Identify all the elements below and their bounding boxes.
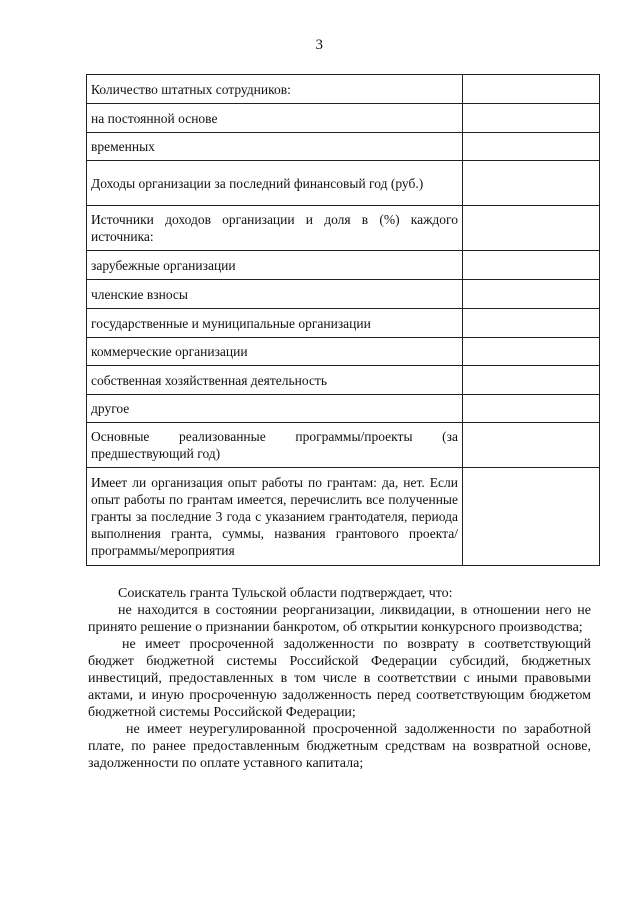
row-value-programs[interactable] xyxy=(463,423,600,468)
table-row xyxy=(87,104,600,133)
table-row xyxy=(87,206,600,251)
table-row xyxy=(87,280,600,309)
row-value-state-orgs[interactable] xyxy=(463,309,600,338)
table-row xyxy=(87,251,600,280)
row-label-permanent: на постоянной основе xyxy=(87,104,463,133)
row-label-own-activity: собственная хозяйственная деятельность xyxy=(87,366,463,395)
row-value-other[interactable] xyxy=(463,395,600,423)
table-row xyxy=(87,395,600,423)
row-value-grant-experience[interactable] xyxy=(463,468,600,566)
row-value-income-sources[interactable] xyxy=(463,206,600,251)
organization-info-table xyxy=(86,74,600,566)
row-value-own-activity[interactable] xyxy=(463,366,600,395)
row-label-programs: Основные реализованные программы/проекты (за предшествующий год) xyxy=(87,423,463,468)
row-label-income: Доходы организации за последний финансовый год (руб.) xyxy=(87,161,463,206)
row-value-temporary[interactable] xyxy=(463,133,600,161)
row-label-other: другое xyxy=(87,395,463,423)
table-row xyxy=(87,338,600,366)
table-row xyxy=(87,423,600,468)
table-row xyxy=(87,309,600,338)
declaration-item: не находится в состоянии реорганизации, ликвидации, в отношении него не принято решение о признании банкротом, об открытии конкурсного производства; xyxy=(88,603,591,635)
row-label-income-sources: Источники доходов организации и доля в (%) каждого источника: xyxy=(87,206,463,251)
row-value-staff-count[interactable] xyxy=(463,75,600,104)
table-row xyxy=(87,161,600,206)
row-label-state-orgs: государственные и муниципальные организации xyxy=(87,309,463,338)
table-row xyxy=(87,75,600,104)
page-number: 3 xyxy=(315,37,324,53)
row-label-grant-experience: Имеет ли организация опыт работы по грантам: да, нет. Если опыт работы по грантам имеется, перечислить все полученные гранты за последние 3 года с указанием грантодателя, периода выполнения гранта, суммы, названия грантового проекта/программы/мероприятия xyxy=(87,468,463,566)
row-value-income[interactable] xyxy=(463,161,600,206)
row-label-membership-fees: членские взносы xyxy=(87,280,463,309)
declaration-section xyxy=(88,585,591,772)
row-label-commercial-orgs: коммерческие организации xyxy=(87,338,463,366)
row-value-permanent[interactable] xyxy=(463,104,600,133)
declaration-item: не имеет неурегулированной просроченной задолженности по заработной плате, по ранее предоставленным бюджетным средствам на возвратной основе, задолженности по оплате уставного капитала; xyxy=(88,722,591,771)
declaration-intro: Соискатель гранта Тульской области подтверждает, что: xyxy=(118,586,453,601)
table-row xyxy=(87,133,600,161)
row-value-foreign-orgs[interactable] xyxy=(463,251,600,280)
row-label-staff-count: Количество штатных сотрудников: xyxy=(87,75,463,104)
row-value-membership-fees[interactable] xyxy=(463,280,600,309)
row-value-commercial-orgs[interactable] xyxy=(463,338,600,366)
table-row xyxy=(87,468,600,566)
row-label-foreign-orgs: зарубежные организации xyxy=(87,251,463,280)
row-label-temporary: временных xyxy=(87,133,463,161)
table-row xyxy=(87,366,600,395)
declaration-item: не имеет просроченной задолженности по возврату в соответствующий бюджет бюджетной системы Российской Федерации субсидий, бюджетных инвестиций, предоставленных в том числе в соответствии с иными правовыми актами, и иную просроченную задолженность перед соответствующим бюджетом бюджетной системы Российской Федерации; xyxy=(88,637,591,720)
